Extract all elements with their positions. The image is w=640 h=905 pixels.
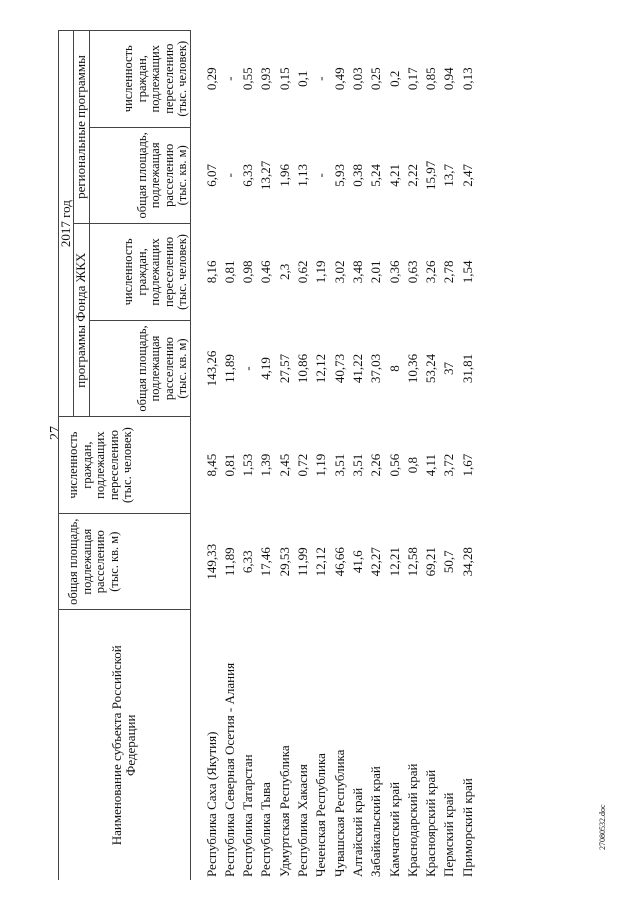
value-cell: - [221, 76, 237, 81]
subject-name: Чувашская Республика [331, 749, 347, 877]
value-cell: 10,86 [295, 353, 311, 384]
value-cell: 4,19 [258, 357, 274, 380]
value-cell: 0,56 [386, 453, 402, 477]
fund-area-header: общая площадь, подлежащая расселению (тыс. кв. м) [89, 320, 190, 417]
subject-name: Республика Тыва [258, 782, 274, 877]
table-body [190, 30, 477, 880]
value-cell: 29,53 [276, 547, 292, 577]
value-cell: 11,89 [221, 547, 237, 577]
value-cell: 1,19 [313, 260, 329, 284]
value-cell: 3,51 [349, 453, 365, 477]
total-people-header: численность граждан, подлежащих переселению (тыс. человек) [59, 417, 191, 514]
rotated-table-container [58, 30, 618, 880]
value-cell: 0,63 [404, 260, 420, 284]
value-cell: 143,26 [203, 350, 219, 387]
value-cell: 0,29 [203, 67, 219, 91]
value-cell: 12,12 [313, 547, 329, 577]
fund-people-header: численность граждан, подлежащих переселению (тыс. человек) [89, 224, 190, 321]
table-row [257, 30, 275, 880]
table-row [239, 30, 257, 880]
value-cell: 0,49 [331, 67, 347, 91]
value-cell: 11,99 [295, 547, 311, 577]
value-cell: 41,22 [349, 353, 365, 384]
value-cell: - [240, 366, 256, 371]
value-cell: 15,97 [423, 160, 439, 190]
value-cell: 42,27 [368, 547, 384, 577]
value-cell: 37,03 [368, 353, 384, 384]
table-row [459, 30, 477, 880]
subject-name: Республика Татарстан [240, 754, 256, 877]
value-cell: 8 [386, 365, 402, 372]
value-cell: 11,89 [221, 354, 237, 383]
value-cell: - [313, 173, 329, 178]
table-row [367, 30, 385, 880]
subject-header: Наименование субъекта Российской Федерации [59, 610, 191, 880]
subject-name: Алтайский край [349, 787, 365, 877]
value-cell: 1,54 [459, 260, 475, 284]
table-row [276, 30, 294, 880]
table-row [190, 30, 221, 880]
value-cell: 2,3 [276, 263, 292, 281]
table-row [422, 30, 440, 880]
value-cell: 2,45 [276, 453, 292, 477]
value-cell: 3,26 [423, 260, 439, 284]
value-cell: 0,1 [295, 70, 311, 87]
table-row [440, 30, 458, 880]
value-cell: 3,51 [331, 453, 347, 477]
value-cell: 6,07 [203, 163, 219, 187]
value-cell: 0,72 [295, 453, 311, 477]
page-number: 27 [48, 426, 63, 440]
subject-name: Пермский край [441, 792, 457, 877]
value-cell: 1,13 [295, 163, 311, 187]
value-cell: 41,6 [349, 550, 365, 574]
value-cell: 2,22 [404, 163, 420, 187]
value-cell: 2,47 [459, 163, 475, 187]
value-cell: 4,21 [386, 163, 402, 187]
value-cell: 3,02 [331, 260, 347, 284]
value-cell: 0,94 [441, 67, 457, 91]
value-cell: 0,38 [349, 163, 365, 187]
table-row [404, 30, 422, 880]
value-cell: 0,8 [404, 456, 420, 474]
value-cell: 149,33 [203, 543, 219, 580]
subject-name: Краснодарский край [404, 763, 420, 877]
subject-name: Удмуртская Республика [276, 745, 292, 877]
value-cell: 34,28 [459, 547, 475, 577]
total-area-header: общая площадь, подлежащая расселению (тыс. кв. м) [59, 513, 191, 610]
value-cell: 0,55 [240, 67, 256, 91]
subject-name: Республика Хакасия [295, 764, 311, 877]
value-cell: 27,57 [276, 353, 292, 384]
regional-area-header: общая площадь, подлежащая расселению (тыс. кв. м) [89, 127, 190, 224]
subject-name: Республика Северная Осетия - Алания [221, 662, 237, 877]
table-row [312, 30, 330, 880]
value-cell: 2,26 [368, 453, 384, 477]
regional-people-header: численность граждан, подлежащих переселению (тыс. человек) [89, 30, 190, 127]
value-cell: - [221, 173, 237, 178]
value-cell: 0,93 [258, 67, 274, 91]
value-cell: 12,12 [313, 353, 329, 384]
subject-name: Камчатский край [386, 781, 402, 877]
value-cell: 6,33 [240, 550, 256, 574]
subject-name: Республика Саха (Якутия) [203, 731, 219, 877]
value-cell: 5,24 [368, 163, 384, 187]
subject-name: Приморский край [459, 778, 475, 877]
value-cell: 53,24 [423, 353, 439, 384]
value-cell: 0,03 [349, 67, 365, 91]
value-cell: 12,21 [386, 547, 402, 577]
value-cell: 1,39 [258, 453, 274, 477]
value-cell: 1,53 [240, 453, 256, 477]
value-cell: 0,15 [276, 67, 292, 91]
value-cell: 17,46 [258, 547, 274, 577]
value-cell: 31,81 [459, 353, 475, 384]
value-cell: 40,73 [331, 353, 347, 384]
table-row [331, 30, 349, 880]
value-cell: 0,25 [368, 67, 384, 91]
value-cell: 10,36 [404, 353, 420, 384]
subject-name: Чеченская Республика [313, 753, 329, 877]
value-cell: 69,21 [423, 547, 439, 577]
fund-program-header: программы Фонда ЖКХ [74, 224, 89, 417]
value-cell: 0,13 [459, 67, 475, 91]
value-cell: 8,16 [203, 260, 219, 284]
value-cell: 2,01 [368, 260, 384, 284]
value-cell: 13,7 [441, 163, 457, 187]
value-cell: 1,96 [276, 163, 292, 187]
value-cell: 37 [441, 362, 457, 376]
table-row [349, 30, 367, 880]
year-header: 2017 год [59, 30, 74, 416]
value-cell: 1,67 [459, 453, 475, 477]
subject-name: Забайкальский край [368, 766, 384, 877]
value-cell: 6,33 [240, 163, 256, 187]
value-cell: 2,78 [441, 260, 457, 284]
value-cell: 3,72 [441, 453, 457, 477]
value-cell: 0,81 [221, 260, 237, 284]
value-cell: - [313, 76, 329, 81]
value-cell: 12,58 [404, 547, 420, 577]
document-footer: 27080532.doc [598, 804, 607, 850]
value-cell: 50,7 [441, 550, 457, 574]
subject-name: Красноярский край [423, 769, 439, 877]
value-cell: 0,62 [295, 260, 311, 284]
table-row [386, 30, 404, 880]
value-cell: 0,81 [221, 453, 237, 477]
value-cell: 0,2 [386, 70, 402, 87]
value-cell: 13,27 [258, 160, 274, 190]
value-cell: 5,93 [331, 163, 347, 187]
regional-program-header: региональные программы [74, 30, 89, 223]
value-cell: 0,17 [404, 67, 420, 91]
value-cell: 3,48 [349, 260, 365, 284]
value-cell: 0,46 [258, 260, 274, 284]
value-cell: 0,36 [386, 260, 402, 284]
table-row [221, 30, 239, 880]
value-cell: 8,45 [203, 453, 219, 477]
value-cell: 46,66 [331, 547, 347, 577]
value-cell: 0,98 [240, 260, 256, 284]
value-cell: 1,19 [313, 453, 329, 477]
value-cell: 0,85 [423, 67, 439, 91]
table-row [294, 30, 312, 880]
housing-relocation-table [58, 30, 477, 880]
value-cell: 4,11 [423, 453, 439, 477]
